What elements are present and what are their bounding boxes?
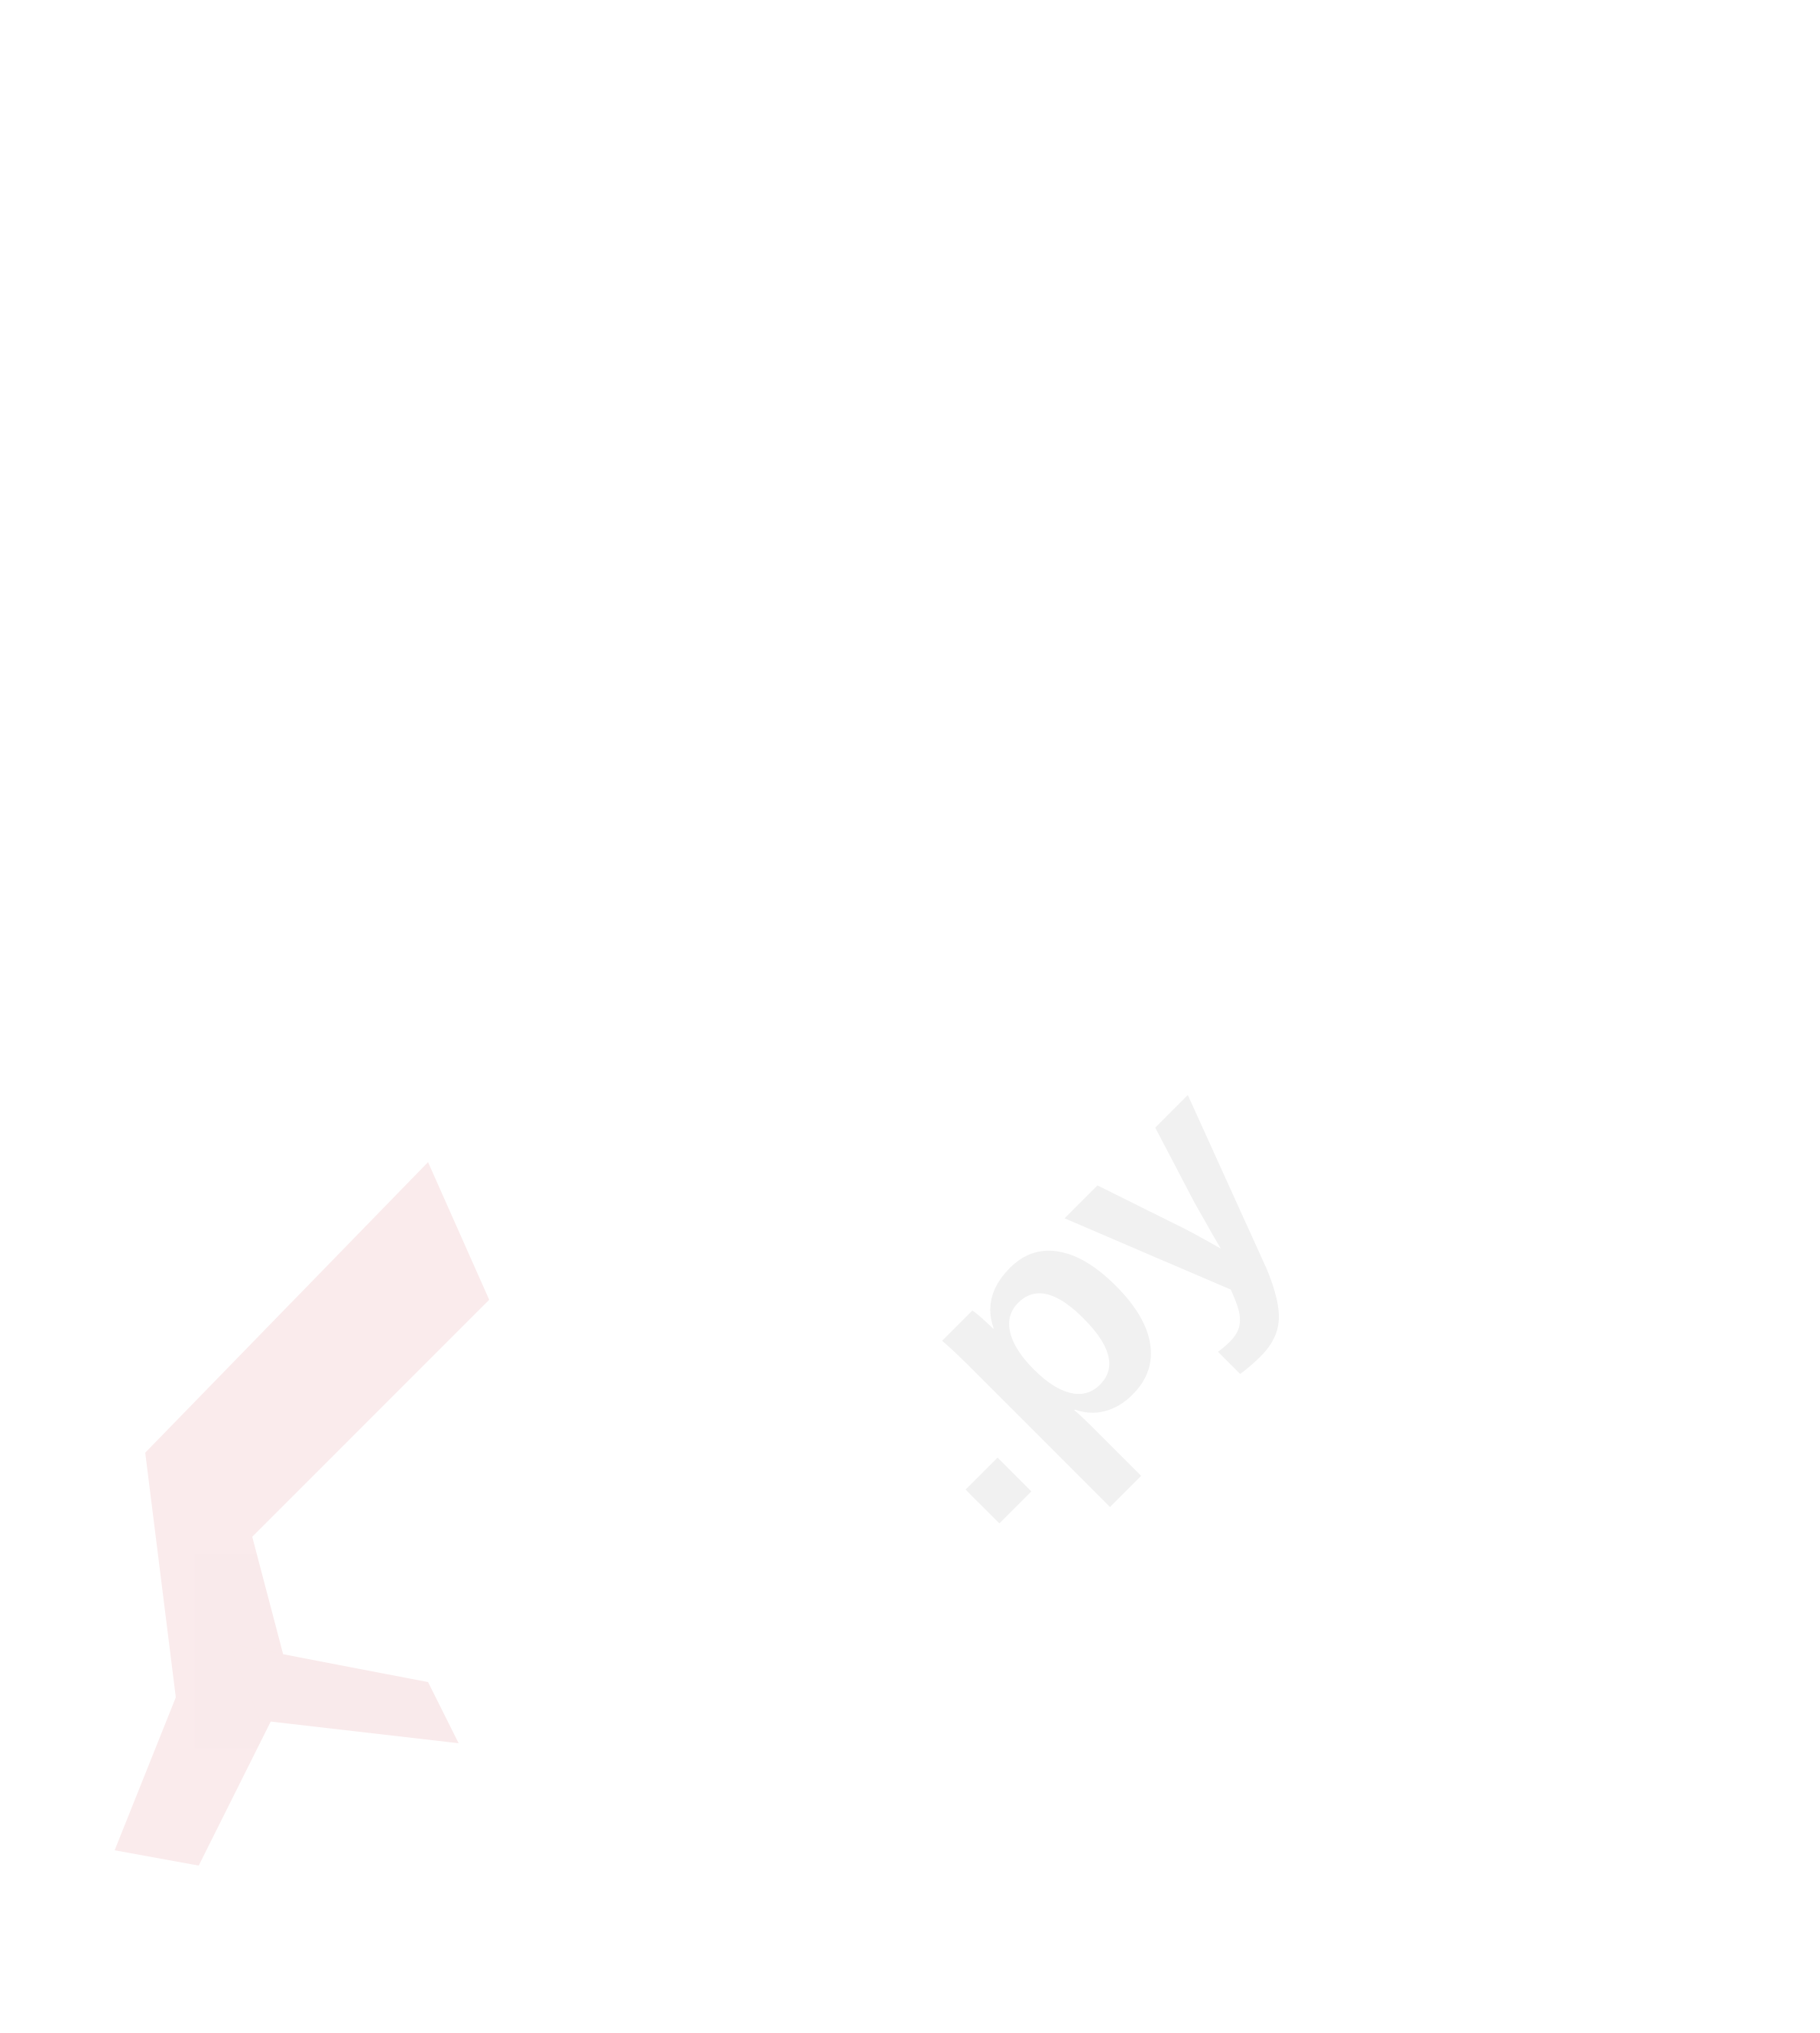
watermark-brand: .ру [779,1008,1358,1588]
